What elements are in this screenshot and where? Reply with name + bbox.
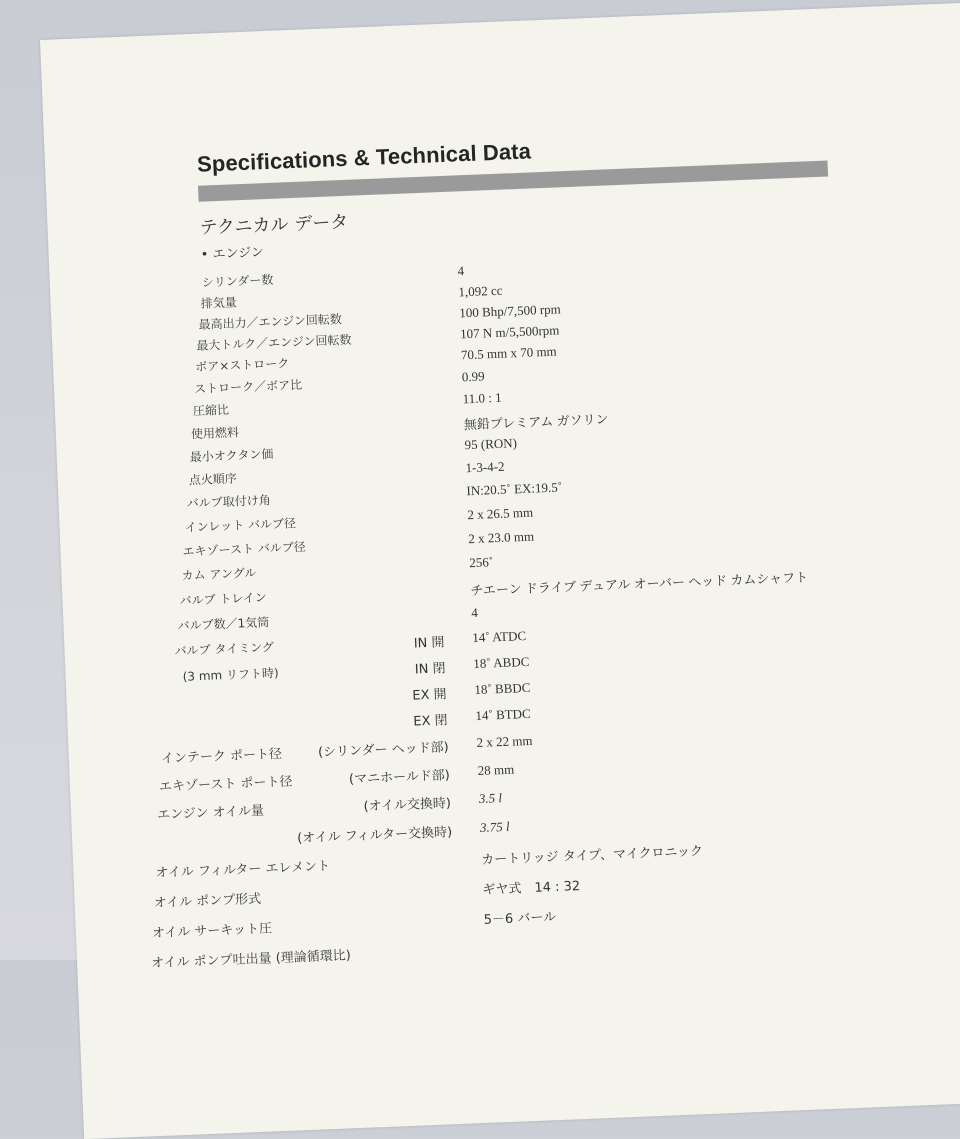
spec-label: オイル ポンプ形式 <box>153 891 262 912</box>
spec-label: 最高出力／エンジン回転数 <box>198 312 343 332</box>
timing-value: 14˚ BTDC <box>475 705 531 724</box>
spec-value: 3.5 l <box>478 790 503 806</box>
spec-label: オイル サーキット圧 <box>151 921 273 942</box>
section-heading: • エンジン <box>200 245 265 263</box>
page-title: Specifications & Technical Data <box>196 138 532 177</box>
timing-value: 18˚ ABDC <box>473 653 530 672</box>
spec-value: 2 x 26.5 mm <box>467 504 534 523</box>
spec-label: インレット バルブ径 <box>184 516 297 535</box>
spec-note: (シリンダー ヘッド部) <box>317 740 450 761</box>
spec-value: 28 mm <box>477 761 515 779</box>
spec-value: 1,092 cc <box>458 282 503 300</box>
spec-label: バルブ トレイン <box>179 590 268 608</box>
spec-value: 256˚ <box>469 554 494 571</box>
spec-label: 排気量 <box>200 295 237 311</box>
spec-value: 1-3-4-2 <box>465 458 505 476</box>
spec-label: ボア×ストローク <box>194 356 290 375</box>
spec-label: 最大トルク／エンジン回転数 <box>196 332 352 353</box>
spec-value: 無鉛プレミアム ガソリン <box>463 411 609 433</box>
timing-value: 14˚ ATDC <box>472 627 527 646</box>
spec-label: シリンダー数 <box>201 272 274 290</box>
spec-value: カートリッジ タイプ、マイクロニック <box>480 844 704 868</box>
spec-note: (オイル交換時) <box>363 796 452 815</box>
spec-label: ストローク／ボア比 <box>193 377 303 397</box>
spec-value: 95 (RON) <box>464 435 518 453</box>
spec-label: カム アングル <box>181 565 257 583</box>
spec-value: 100 Bhp/7,500 rpm <box>458 301 561 321</box>
spec-value: 4 <box>471 604 479 621</box>
timing-event: EX 閉 <box>413 713 448 730</box>
timing-label: バルブ タイミング <box>174 640 275 659</box>
spec-label: オイル フィルター エレメント <box>155 859 331 882</box>
spec-label: 使用燃料 <box>190 425 240 442</box>
spec-label: エキゾースト バルブ径 <box>182 539 307 559</box>
spec-value: ギヤ式 14 : 32 <box>482 879 581 898</box>
spec-value: 11.0 : 1 <box>462 389 502 407</box>
spec-value: 107 N m/5,500rpm <box>459 322 560 342</box>
spec-value: 70.5 mm x 70 mm <box>460 343 557 363</box>
spec-value: IN:20.5˚ EX:19.5˚ <box>466 479 563 499</box>
spec-value: 3.75 l <box>479 818 510 835</box>
document-page <box>40 0 960 1139</box>
timing-event: IN 開 <box>413 635 445 652</box>
timing-event: EX 開 <box>412 687 447 704</box>
spec-note: (オイル フィルター交換時) <box>296 825 453 847</box>
spec-label: バルブ取付け角 <box>186 493 271 511</box>
spec-label: エンジン オイル量 <box>156 803 265 823</box>
timing-label-note: (3 mm リフト時) <box>182 665 279 684</box>
spec-label: 最小オクタン価 <box>189 446 274 465</box>
spec-value: チエーン ドライブ デュアル オーバー ヘッド カムシャフト <box>470 569 809 599</box>
timing-event: IN 閉 <box>414 661 446 678</box>
page-subtitle: テクニカル データ <box>199 211 349 239</box>
spec-value: 4 <box>457 263 465 279</box>
spec-label: バルブ数／1気筒 <box>177 615 270 633</box>
spec-value: 5－6 バール <box>483 910 557 928</box>
spec-value: 2 x 23.0 mm <box>468 528 535 547</box>
spec-value: 0.99 <box>461 368 485 385</box>
spec-label: 圧縮比 <box>192 402 230 419</box>
spec-label: インテーク ポート径 <box>160 746 283 767</box>
spec-note: (マニホールド部) <box>348 768 451 788</box>
spec-label: 点火順序 <box>188 471 238 488</box>
timing-value: 18˚ BBDC <box>474 679 531 698</box>
spec-value: 2 x 22 mm <box>476 732 533 751</box>
spec-label: エキゾースト ポート径 <box>158 774 293 795</box>
spec-label: オイル ポンプ吐出量 (理論循環比) <box>150 948 352 972</box>
